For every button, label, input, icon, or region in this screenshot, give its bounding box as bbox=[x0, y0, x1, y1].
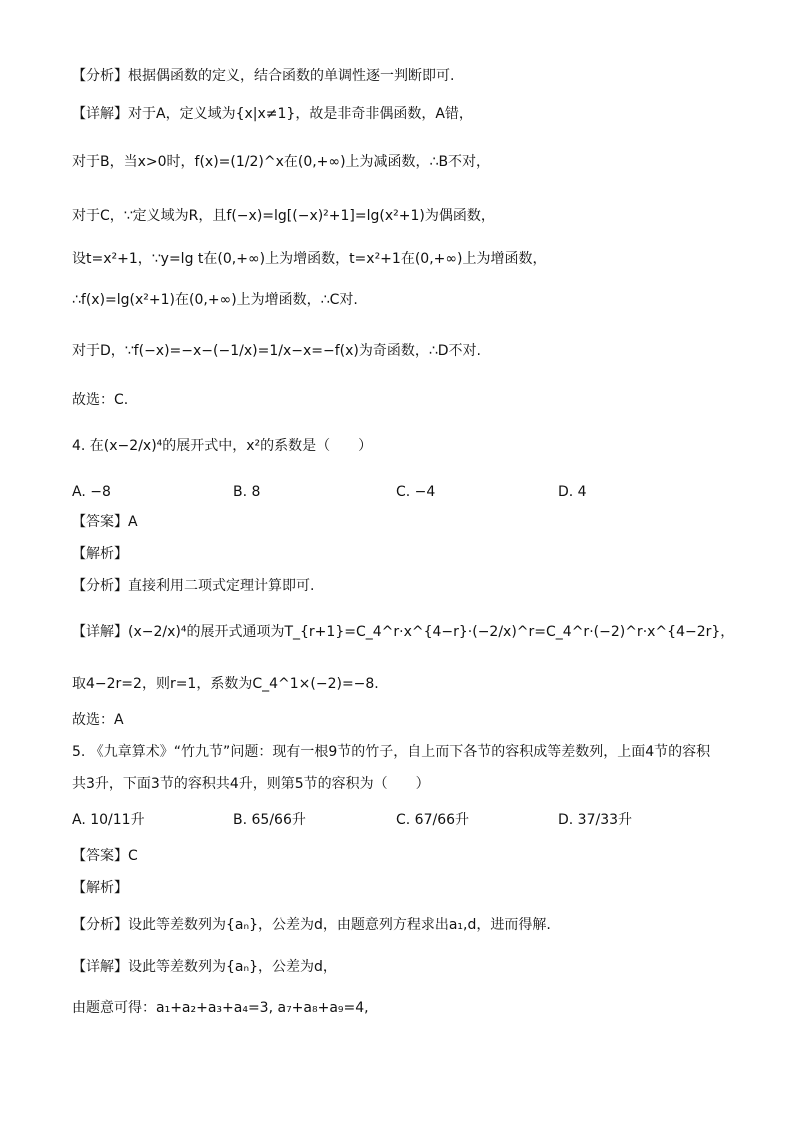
q4-option-d: D. 4 bbox=[558, 484, 587, 500]
question-5: 5. 《九章算术》“竹九节”问题：现有一根9节的竹子，自上而下各节的容积成等差数列，上面4节的容积 bbox=[72, 744, 711, 760]
text-line: 【分析】根据偶函数的定义，结合函数的单调性逐一判断即可. bbox=[72, 68, 455, 84]
q4-option-a: A. −8 bbox=[72, 484, 111, 500]
question-4: 4. 在(x−2/x)⁴的展开式中，x²的系数是（ ） bbox=[72, 438, 373, 454]
q5-option-b: B. 65/66升 bbox=[233, 812, 306, 828]
q5-option-d: D. 37/33升 bbox=[558, 812, 633, 828]
text-line: 设t=x²+1，∵y=lg t在(0,+∞)上为增函数，t=x²+1在(0,+∞)上为增函数， bbox=[72, 251, 547, 267]
analysis-heading: 【解析】 bbox=[72, 880, 128, 896]
text-line: 对于B，当x>0时，f(x)=(1/2)^x在(0,+∞)上为减函数，∴B不对， bbox=[72, 154, 491, 170]
text-line: 【详解】(x−2/x)⁴的展开式通项为T_{r+1}=C_4^r·x^{4−r}·(−2/x)^r=C_4^r·(−2)^r·x^{4−2r}， bbox=[72, 624, 735, 640]
text-line: 故选：C. bbox=[72, 392, 129, 408]
text-line: 【分析】直接利用二项式定理计算即可. bbox=[72, 578, 315, 594]
text-line: 由题意可得：a₁+a₂+a₃+a₄=3, a₇+a₈+a₉=4, bbox=[72, 1000, 369, 1016]
text-line: 对于C，∵定义域为R，且f(−x)=lg[(−x)²+1]=lg(x²+1)为偶函数， bbox=[72, 208, 495, 224]
question-5-cont: 共3升，下面3节的容积共4升，则第5节的容积为（ ） bbox=[72, 776, 430, 792]
q5-option-c: C. 67/66升 bbox=[396, 812, 470, 828]
q4-option-c: C. −4 bbox=[396, 484, 436, 500]
text-line: 对于D，∵f(−x)=−x−(−1/x)=1/x−x=−f(x)为奇函数，∴D不对. bbox=[72, 343, 481, 359]
text-line: ∴f(x)=lg(x²+1)在(0,+∞)上为增函数，∴C对. bbox=[72, 292, 358, 308]
q5-option-a: A. 10/11升 bbox=[72, 812, 145, 828]
text-line: 取4−2r=2，则r=1，系数为C_4^1×(−2)=−8. bbox=[72, 676, 379, 692]
text-line: 故选：A bbox=[72, 712, 124, 728]
text-line: 【详解】设此等差数列为{aₙ}，公差为d， bbox=[72, 959, 337, 975]
q4-option-b: B. 8 bbox=[233, 484, 261, 500]
text-line: 【分析】设此等差数列为{aₙ}，公差为d，由题意列方程求出a₁,d，进而得解. bbox=[72, 917, 551, 933]
text-line: 【详解】对于A，定义域为{x|x≠1}，故是非奇非偶函数，A错， bbox=[72, 106, 473, 122]
analysis-heading: 【解析】 bbox=[72, 546, 128, 562]
answer-label: 【答案】C bbox=[72, 848, 138, 864]
answer-label: 【答案】A bbox=[72, 514, 138, 530]
